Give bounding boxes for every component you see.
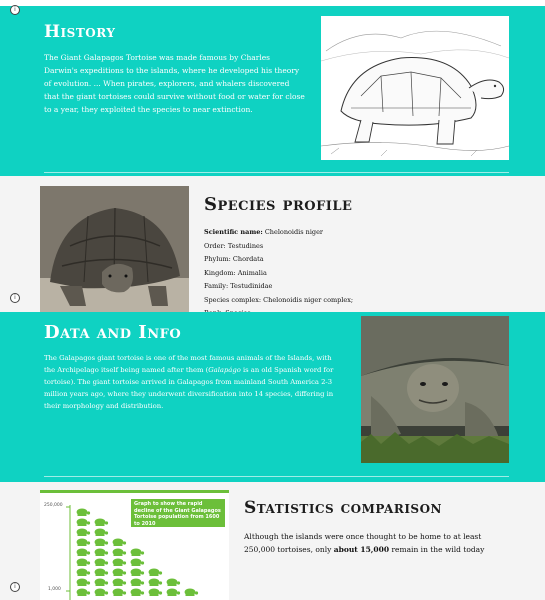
scientific-name-value: Chelonoidis niger — [262, 228, 324, 236]
data-info-heading: Data and Info — [44, 322, 182, 343]
tortoise-pictogram — [95, 589, 109, 597]
tortoise-sketch-drawing — [321, 16, 509, 160]
statistics-text-bold: about 15,000 — [333, 545, 390, 554]
list-item — [204, 267, 504, 281]
history-divider — [44, 172, 509, 173]
tortoise-pictogram — [113, 549, 127, 557]
tortoise-closeup-image — [361, 316, 509, 463]
data-info-paragraph — [44, 352, 344, 412]
tortoise-pictogram — [167, 579, 181, 587]
data-info-text-end: is an old Spanish word for tortoise). The giant tortoise arrived in Galapagos from mainland South America 2-3 million years ago, where they underwent diversification into 14 species, differing in their morphology and distribution. — [44, 366, 334, 410]
tortoise-pictogram — [77, 589, 91, 597]
y-axis-bottom-label: 1,000 — [48, 587, 61, 592]
order-label: Order: — [204, 241, 226, 250]
tortoise-pictogram — [77, 529, 91, 537]
tortoise-pictogram — [131, 559, 145, 567]
population-infographic — [40, 490, 229, 600]
infographic-caption: Graph to show the rapid decline of the Giant Galapagos Tortoise population from 1600 to 2010 — [134, 501, 221, 527]
tortoise-pictogram — [77, 519, 91, 527]
statistics-text-end: remain in the wild today — [389, 545, 485, 554]
info-icon[interactable]: i — [10, 582, 20, 592]
tortoise-closeup-drawing — [361, 316, 509, 463]
scientific-name-label: Scientific name: — [204, 228, 263, 236]
tortoise-pictogram — [77, 539, 91, 547]
data-info-divider — [44, 476, 509, 477]
family-label: Family: — [204, 282, 229, 290]
list-item — [204, 253, 504, 267]
data-info-section — [0, 312, 545, 482]
tortoise-pictogram — [113, 579, 127, 587]
phylum-value: Chordata — [230, 255, 264, 263]
tortoise-pictogram — [113, 539, 127, 547]
kingdom-value: Animalia — [235, 268, 267, 277]
tortoise-pictogram — [149, 579, 163, 587]
tortoise-pictogram — [149, 569, 163, 577]
statistics-text-start: Although the islands were once thought to be home to at least 250,000 tortoises, only — [244, 532, 482, 554]
tortoise-pictogram — [77, 559, 91, 567]
tortoise-photo-drawing — [40, 186, 189, 312]
tortoise-pictogram — [77, 569, 91, 577]
statistics-section — [0, 482, 545, 600]
tortoise-pictogram — [131, 589, 145, 597]
tortoise-pictogram — [131, 569, 145, 577]
list-item — [204, 280, 504, 294]
info-icon[interactable]: i — [10, 5, 20, 15]
tortoise-pictogram — [95, 519, 109, 527]
tortoise-pictogram — [113, 559, 127, 567]
species-heading: Species profile — [204, 194, 353, 215]
kingdom-label: Kingdom: — [204, 268, 236, 277]
tortoise-sketch-image — [321, 16, 509, 160]
tortoise-pictogram — [77, 579, 91, 587]
tortoise-pictogram — [113, 589, 127, 597]
tortoise-photo-image — [40, 186, 189, 312]
history-heading: History — [44, 22, 116, 42]
tortoise-pictogram — [167, 589, 181, 597]
info-icon[interactable]: i — [10, 293, 20, 303]
family-value: Testudinidae — [228, 282, 273, 290]
tortoise-pictogram — [113, 569, 127, 577]
tortoise-pictogram — [95, 569, 109, 577]
history-paragraph: The Giant Galapagos Tortoise was made famous by Charles Darwin's expeditions to the islands, where he developed his theory of evolution. ... When pirates, explorers, and whalers discovered that the giant tortoises could survive without food or water for close to a year, they exploited the species to near extinction. — [44, 53, 305, 114]
species-profile-list — [204, 226, 504, 321]
tortoise-pictogram — [95, 529, 109, 537]
y-axis-top-label: 250,000 — [44, 503, 63, 508]
species-complex-label: Species complex: — [204, 295, 262, 304]
list-item — [204, 240, 504, 254]
tortoise-pictogram — [77, 549, 91, 557]
phylum-label: Phylum: — [204, 255, 231, 263]
tortoise-pictogram — [95, 549, 109, 557]
tortoise-pictogram — [149, 589, 163, 597]
tortoise-pictogram — [95, 579, 109, 587]
list-item — [204, 294, 504, 308]
tortoise-pictogram — [131, 579, 145, 587]
list-item — [204, 226, 504, 240]
statistics-paragraph — [244, 530, 514, 556]
history-section — [0, 6, 545, 176]
tortoise-pictogram — [95, 559, 109, 567]
tortoise-pictogram — [77, 509, 91, 517]
species-complex-value: Chelonoidis niger complex; — [261, 295, 354, 304]
tortoise-pictogram — [185, 589, 199, 597]
tortoise-pictogram — [95, 539, 109, 547]
data-info-text-start: The Galapagos giant tortoise is one of the most famous animals of the Islands, with the Archipelago itself being named after them ( — [44, 354, 332, 374]
data-info-text-italic: Galapágo — [208, 366, 241, 374]
order-value: Testudines — [225, 241, 264, 250]
tortoise-pictogram — [131, 549, 145, 557]
statistics-heading: Statistics comparison — [244, 498, 443, 518]
